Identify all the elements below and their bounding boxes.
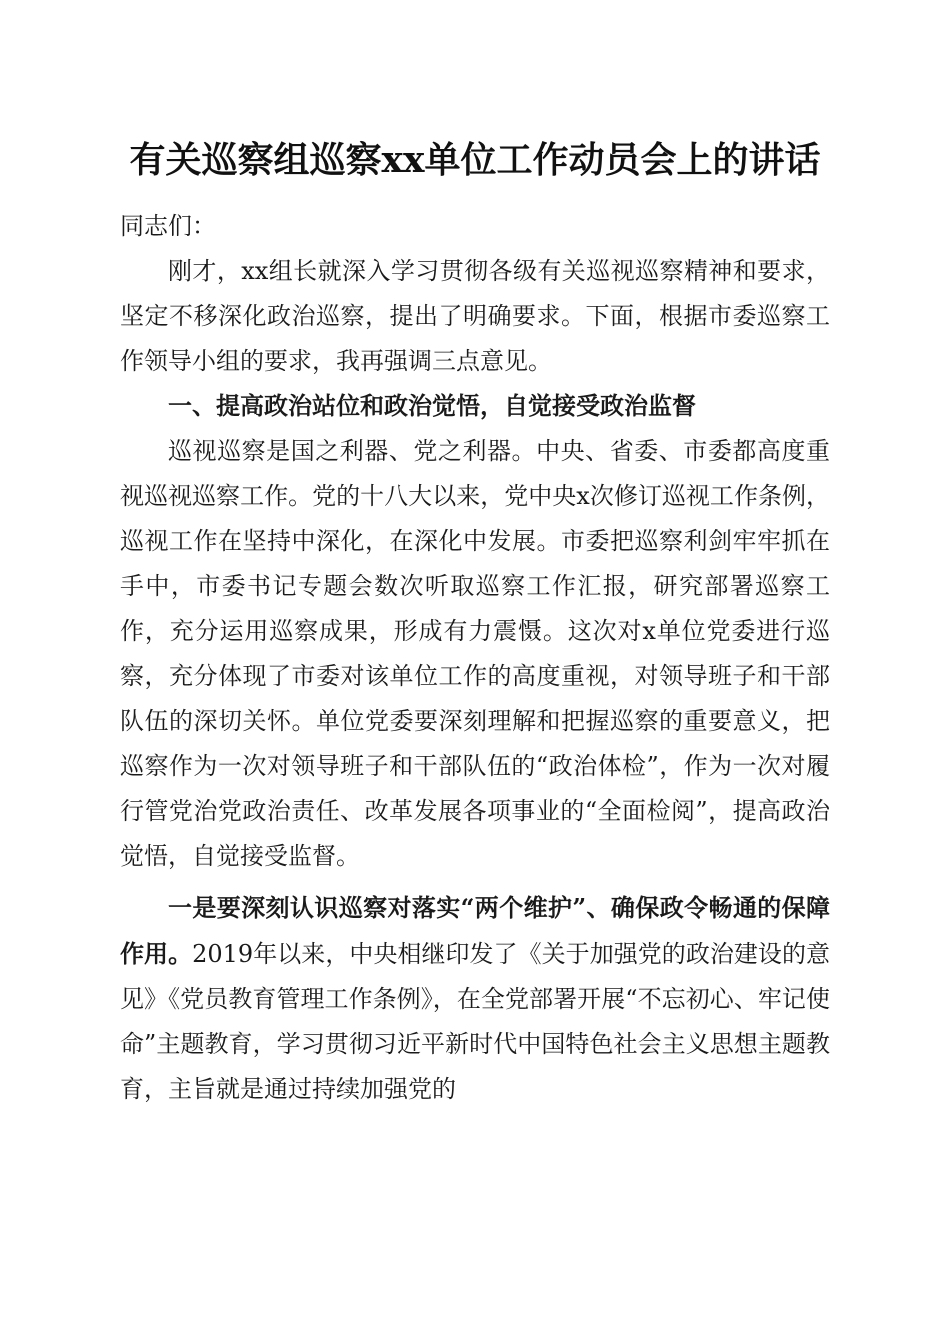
paragraph-intro: 刚才，xx组长就深入学习贯彻各级有关巡视巡察精神和要求，坚定不移深化政治巡察，提出了明确要求。下面，根据市委巡察工作领导小组的要求，我再强调三点意见。 [120,257,830,375]
point-1-lead: 一是要深刻认识巡察对落实“两个维护”、确保政令畅通的保障作用。 [120,893,830,968]
document-title: 有关巡察组巡察xx单位工作动员会上的讲话 [129,139,821,181]
document-body [120,204,830,1112]
paragraph-section-1: 巡视巡察是国之利器、党之利器。中央、省委、市委都高度重视巡视巡察工作。党的十八大以来，党中央x次修订巡视工作条例，巡视工作在坚持中深化，在深化中发展。市委把巡察利剑牢牢抓在手中，市委书记专题会数次听取巡察工作汇报，研究部署巡察工作，充分运用巡察成果，形成有力震慑。这次对x单位党委进行巡察，充分体现了市委对该单位工作的高度重视，对领导班子和干部队伍的深切关怀。单位党委要深刻理解和把握巡察的重要意义，把巡察作为一次对领导班子和干部队伍的“政治体检”，作为一次对履行管党治党政治责任、改革发展各项事业的“全面检阅”，提高政治觉悟，自觉接受监督。 [120,437,830,870]
paragraph-point-1 [120,885,830,1112]
section-heading-1: 一、提高政治站位和政治觉悟，自觉接受政治监督 [168,392,696,420]
point-1-body: 2019年以来，中央相继印发了《关于加强党的政治建设的意见》《党员教育管理工作条例》，在全党部署开展“不忘初心、牢记使命”主题教育，学习贯彻习近平新时代中国特色社会主义思想主题教育，主旨就是通过持续加强党的 [120,940,831,1103]
salutation: 同志们： [120,212,216,240]
